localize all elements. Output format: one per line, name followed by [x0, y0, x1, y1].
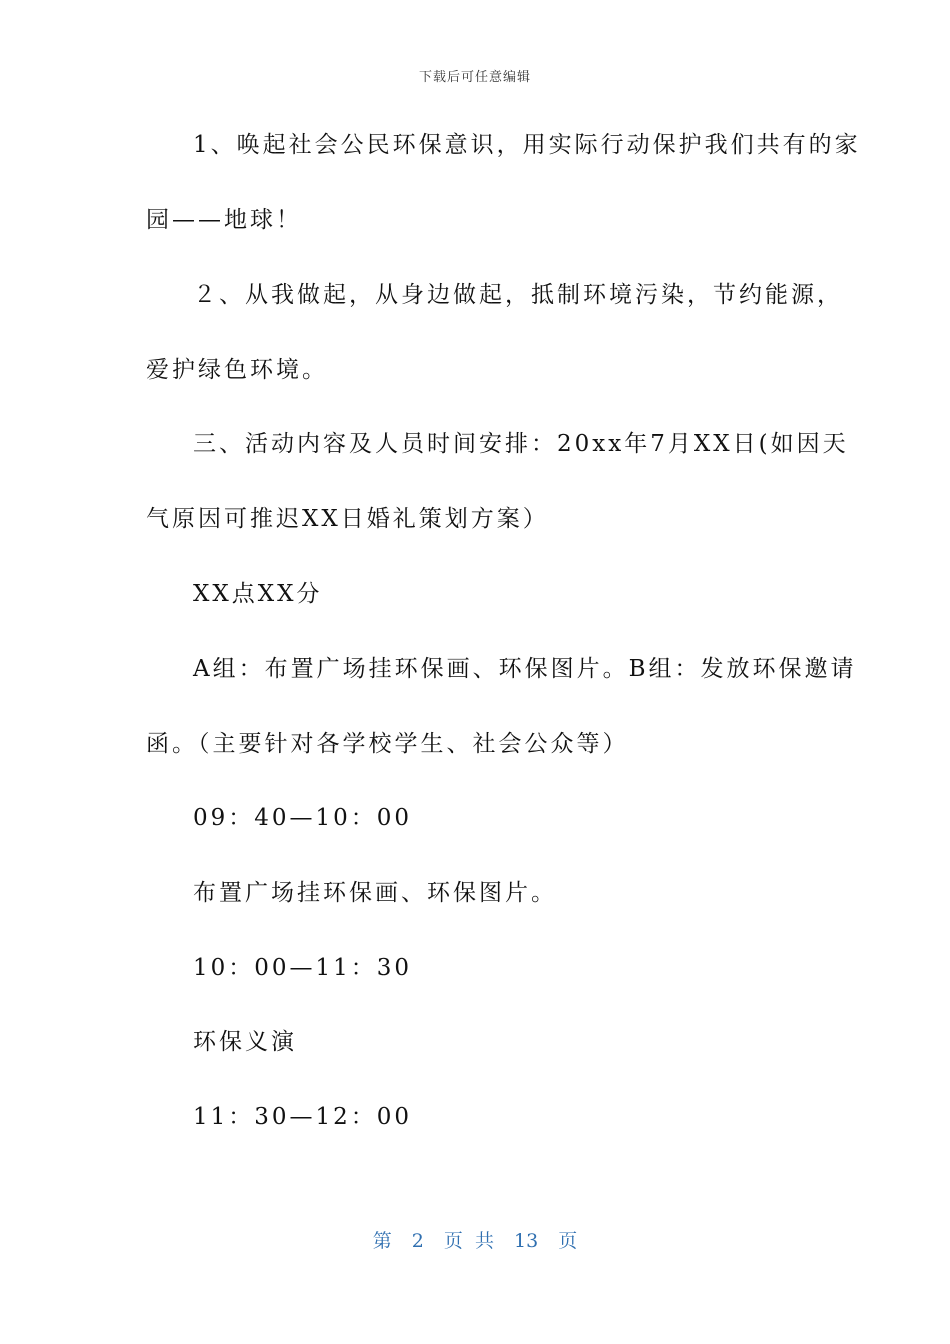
footer-total-pages: 13: [514, 1230, 539, 1252]
body-line-6: 气原因可推迟XX日婚礼策划方案）: [146, 506, 549, 532]
body-line-4: 爱护绿色环境。: [146, 357, 328, 383]
body-line-1: 1、唤起社会公民环保意识，用实际行动保护我们共有的家: [193, 132, 861, 158]
body-line-7: XX点XX分: [193, 581, 323, 607]
body-line-3: ２、从我做起，从身边做起，抵制环境污染，节约能源，: [193, 282, 843, 308]
body-line-10: 09：40—10：00: [193, 805, 413, 831]
footer-prefix: 第: [372, 1230, 392, 1252]
page-footer: [0, 1226, 950, 1253]
footer-middle: 页 共: [443, 1230, 494, 1252]
body-line-12: 10：00—11：30: [193, 955, 413, 981]
body-line-14: 11：30—12：00: [193, 1104, 413, 1130]
footer-suffix: 页: [558, 1230, 578, 1252]
footer-page-number: 2: [411, 1230, 424, 1252]
body-line-8: A组：布置广场挂环保画、环保图片。B组：发放环保邀请: [193, 656, 857, 682]
body-line-13: 环保义演: [193, 1029, 297, 1055]
body-line-11: 布置广场挂环保画、环保图片。: [193, 880, 557, 906]
body-line-2: 园——地球！: [146, 207, 302, 233]
body-line-5: 三、活动内容及人员时间安排：20xx年7月XX日(如因天: [193, 431, 849, 457]
body-line-9: 函。（主要针对各学校学生、社会公众等）: [146, 731, 629, 757]
header-note: 下载后可任意编辑: [418, 70, 531, 85]
